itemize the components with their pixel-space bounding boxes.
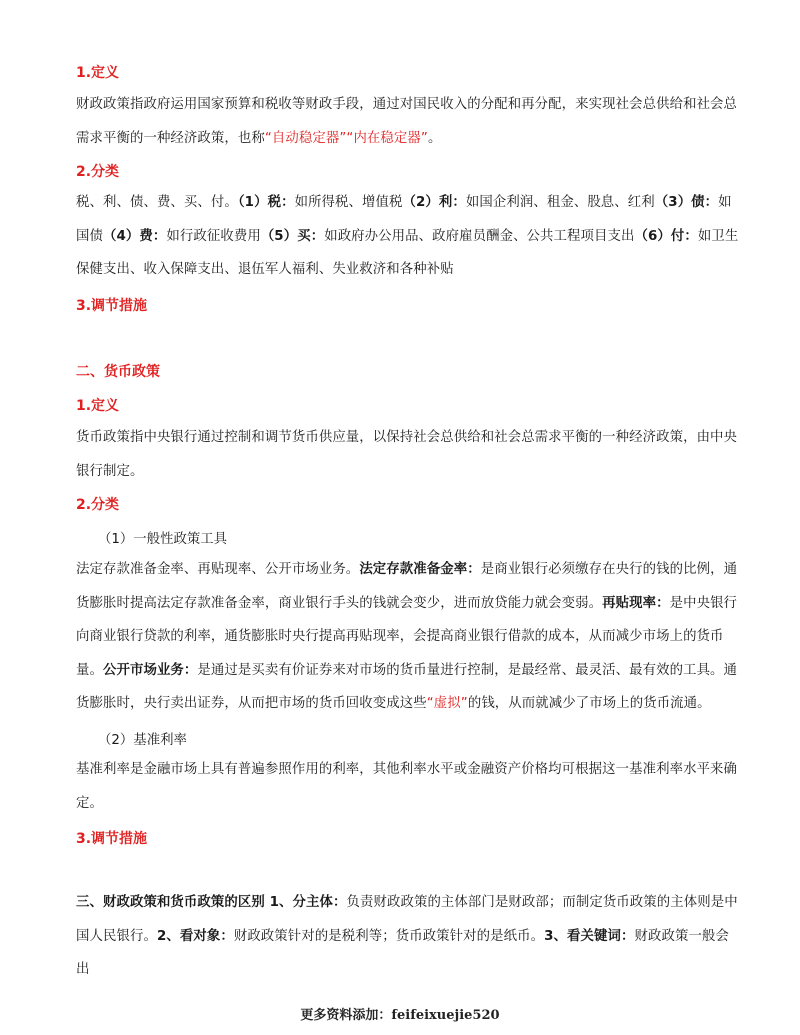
fiscal-classification-part: 如国债 (76, 195, 732, 244)
policy-differences-part: 负责财政政策的主体部门是财政部；而制定货币政策的主体则是中国人民银行。 (76, 895, 738, 944)
policy-differences-part: 财政政策一般会出 (76, 928, 729, 977)
fiscal-classification-part: （4）费： (102, 228, 167, 244)
footer-note: 更多资料添加：feifeixuejie520 (300, 1008, 500, 1023)
general-tools-part: 法定存款准备金率： (359, 562, 481, 577)
policy-differences-text (76, 886, 740, 987)
general-tools-part: 再贴现率： (602, 595, 670, 611)
fiscal-classification-heading: 2.分类 (76, 164, 120, 180)
general-tools-part: 是商业银行必须缴存在央行的钱的比例，通货膨胀时提高法定存款准备金率，商业银行手头的钱就会变少，进而放贷能力就会变弱。 (76, 562, 738, 611)
general-tools-part: 是中央银行向商业银行贷款的利率，通货膨胀时央行提高再贴现率，会提高商业银行借款的成本，从而减少市场上的货币量。 (76, 595, 738, 678)
general-tools-part: 公开市场业务： (102, 662, 198, 678)
fiscal-def-end: 。 (427, 130, 442, 146)
fiscal-classification-part: （1）税： (237, 195, 295, 210)
monetary-classification-heading: 2.分类 (76, 497, 120, 513)
policy-differences-part: 3、看关键词： (544, 928, 635, 944)
fiscal-classification-part: （3）债： (654, 195, 719, 210)
fiscal-classification-part: 如所得税、增值税 (294, 195, 403, 210)
fiscal-classification-part: 如政府办公用品、政府雇员酬金、公共工程项目支出 (324, 228, 635, 244)
fiscal-measures-heading: 3.调节措施 (76, 298, 148, 314)
fiscal-definition-text (76, 88, 740, 155)
general-tools-part: 法定存款准备金率、再贴现率、公开市场业务。 (76, 562, 360, 577)
policy-differences-part: 2、看对象： (156, 928, 234, 944)
monetary-definition-text: 货币政策指中央银行通过控制和调节货币供应量，以保持社会总供给和社会总需求平衡的一种经济政策，由中央银行制定。 (76, 430, 738, 479)
fiscal-classification-part: 如行政征收费用 (166, 228, 261, 244)
fiscal-def-text-1: 财政政策指政府运用国家预算和税收等财政手段，通过对国民收入的分配和再分配，来实现社会总供给和社会总需求平衡的一种经济政策，也称 (76, 97, 738, 146)
policy-differences-part: 财政政策针对的是税利等；货币政策针对的是纸币。 (233, 928, 545, 944)
general-tools-subheading: （1）一般性政策工具 (98, 532, 228, 547)
policy-differences-part: 三、财政政策和货币政策的区别 1、分主体： (76, 895, 347, 910)
fiscal-def-quote: “自动稳定器”“内在稳定器” (264, 130, 428, 146)
fiscal-classification-part: 如卫生保健支出、收入保障支出、退伍军人福利、失业救济和各种补贴 (76, 228, 739, 277)
monetary-section-heading: 二、货币政策 (76, 364, 160, 380)
fiscal-classification-text (76, 186, 740, 287)
monetary-definition-heading: 1.定义 (76, 398, 120, 414)
general-tools-part: 的钱，从而就减少了市场上的货币流通。 (467, 696, 711, 711)
general-tools-part: 是通过是买卖有价证券来对市场的货币量进行控制，是最经常、最灵活、最有效的工具。通货膨胀时，央行卖出证券，从而把市场的货币回收变成这些 (76, 662, 738, 711)
general-tools-part: “虚拟” (426, 696, 468, 711)
fiscal-classification-part: （2）利： (402, 195, 466, 210)
base-rate-subheading: （2）基准利率 (98, 733, 187, 748)
fiscal-classification-part: （6）付： (634, 228, 698, 244)
fiscal-definition-heading: 1.定义 (76, 65, 120, 81)
fiscal-classification-part: （5）买： (260, 228, 325, 244)
fiscal-classification-part: 如国企利润、租金、股息、红利 (465, 195, 655, 210)
base-rate-text: 基准利率是金融市场上具有普遍参照作用的利率，其他利率水平或金融资产价格均可根据这一基准利率水平来确定。 (76, 762, 738, 811)
monetary-measures-heading: 3.调节措施 (76, 831, 148, 847)
general-tools-text (76, 553, 740, 721)
fiscal-classification-part: 税、利、债、费、买、付。 (76, 195, 238, 210)
